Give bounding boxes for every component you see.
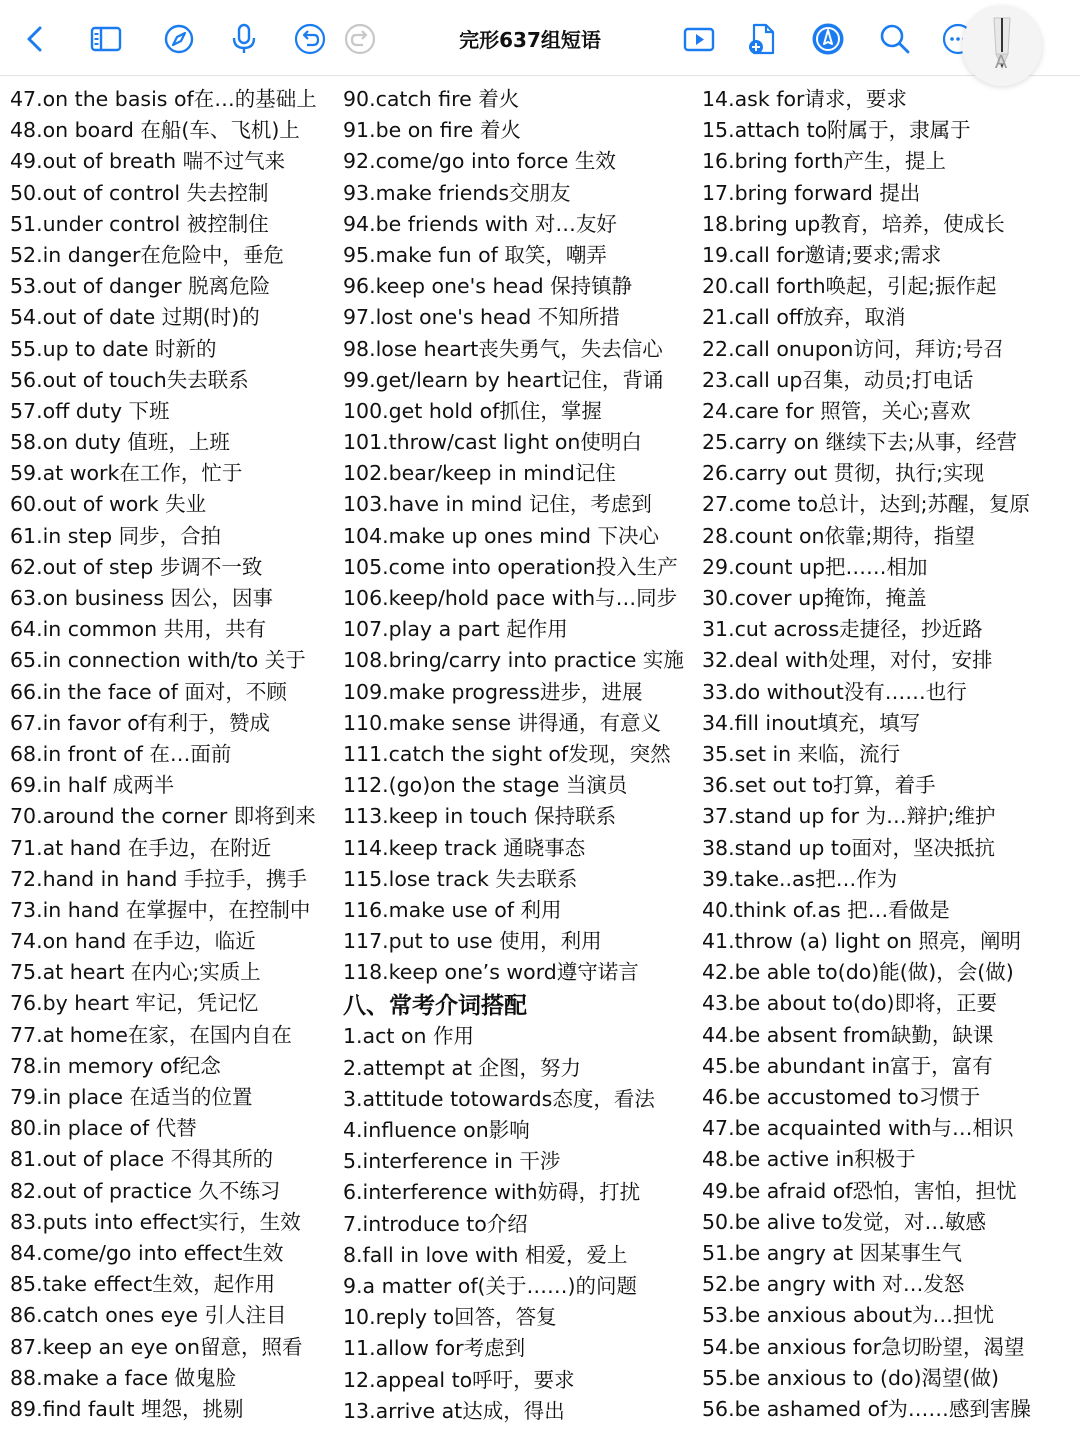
phrase-line: 74.on hand 在手边，临近 [10, 929, 256, 954]
phrase-line: 9.a matter of(关于……)的问题 [343, 1273, 638, 1298]
phrase-line: 54.out of date 过期(时)的 [10, 305, 260, 330]
phrase-line: 57.off duty 下班 [10, 398, 170, 423]
phrase-line: 89.find fault 埋怨，挑剔 [10, 1396, 244, 1421]
undo-icon[interactable] [292, 21, 328, 57]
phrase-line: 103.have in mind 记住，考虑到 [343, 492, 652, 517]
phrase-line: 63.on business 因公，因事 [10, 586, 274, 610]
phrase-line: 90.catch fire 着火 [343, 87, 520, 111]
markup-pen-icon[interactable] [810, 21, 846, 57]
phrase-line: 18.bring up教育，培养，使成长 [702, 211, 1005, 236]
phrase-line: 110.make sense 讲得通，有意义 [343, 710, 662, 735]
phrase-column-1 [10, 84, 335, 1425]
phrase-line: 71.at hand 在手边，在附近 [10, 835, 272, 860]
phrase-line: 98.lose heart丧失勇气，失去信心 [343, 336, 663, 361]
phrase-line: 46.be accustomed to习惯于 [702, 1085, 981, 1109]
phrase-line: 16.bring forth产生，提上 [702, 149, 946, 174]
phrase-line: 56.be ashamed of为……感到害臊 [702, 1396, 1031, 1421]
phrase-line: 108.bring/carry into practice 实施 [343, 648, 684, 673]
phrase-line: 25.carry on 继续下去;从事，经营 [702, 430, 1018, 455]
phrase-line: 55.be anxious to (do)渴望(做) [702, 1365, 999, 1390]
phrase-line: 56.out of touch失去联系 [10, 367, 249, 392]
phrase-line: 26.carry out 贯彻，执行;实现 [702, 461, 985, 486]
phrase-line: 117.put to use 使用，利用 [343, 929, 602, 954]
phrase-line: 114.keep track 通晓事态 [343, 835, 586, 860]
phrase-line: 55.up to date 时新的 [10, 336, 217, 361]
phrase-line: 60.out of work 失业 [10, 492, 207, 517]
phrase-line: 44.be absent from缺勤，缺课 [702, 1022, 994, 1047]
pencil-tool-overlay[interactable] [962, 6, 1042, 86]
phrase-line: 73.in hand 在掌握中，在控制中 [10, 897, 311, 922]
toolbar [0, 0, 1080, 76]
phrase-line: 29.count up把……相加 [702, 554, 928, 579]
phrase-line: 78.in memory of纪念 [10, 1053, 221, 1078]
phrase-line: 92.come/go into force 生效 [343, 149, 616, 174]
phrase-line: 81.out of place 不得其所的 [10, 1147, 274, 1172]
phrase-line: 99.get/learn by heart记住，背诵 [343, 367, 664, 392]
phrase-line: 77.at home在家，在国内自在 [10, 1022, 292, 1047]
phrase-line: 7.introduce to介绍 [343, 1211, 528, 1236]
phrase-line: 118.keep one’s word遵守诺言 [343, 960, 639, 985]
phrase-line: 4.influence on影响 [343, 1118, 530, 1142]
phrase-line: 100.get hold of抓住，掌握 [343, 398, 602, 423]
phrase-line: 58.on duty 值班，上班 [10, 430, 230, 455]
phrase-line: 15.attach to附属于，隶属于 [702, 118, 971, 143]
phrase-line: 24.care for 照管，关心;喜欢 [702, 398, 971, 423]
phrase-line: 86.catch ones eye 引人注目 [10, 1303, 287, 1328]
phrase-line: 75.at heart 在内心;实质上 [10, 960, 261, 985]
phrase-line: 6.interference with妨碍，打扰 [343, 1180, 641, 1205]
phrase-line: 21.call off放弃，取消 [702, 305, 906, 330]
phrase-line: 104.make up ones mind 下决心 [343, 523, 659, 548]
microphone-icon[interactable] [226, 21, 262, 57]
phrase-line: 112.(go)on the stage 当演员 [343, 773, 628, 798]
phrase-line: 65.in connection with/to 关于 [10, 648, 306, 673]
phrase-line: 34.fill inout填充，填写 [702, 710, 921, 735]
phrase-line: 50.out of control 失去控制 [10, 180, 269, 205]
phrase-line: 47.be acquainted with与…相识 [702, 1116, 1014, 1141]
compass-icon[interactable] [161, 21, 197, 57]
phrase-line: 47.on the basis of在…的基础上 [10, 87, 317, 111]
phrase-line: 38.stand up to面对，坚决抵抗 [702, 835, 996, 860]
phrase-line: 3.attitude totowards态度，看法 [343, 1086, 655, 1111]
phrase-line: 76.by heart 牢记，凭记忆 [10, 991, 259, 1016]
phrase-line: 53.out of danger 脱离危险 [10, 274, 271, 299]
phrase-line: 43.be about to(do)即将，正要 [702, 991, 998, 1016]
phrase-line: 67.in favor of有利于，赞成 [10, 710, 270, 735]
phrase-line: 91.be on fire 着火 [343, 118, 521, 143]
phrase-line: 84.come/go into effect生效 [10, 1240, 284, 1265]
phrase-line: 70.around the corner 即将到来 [10, 804, 316, 829]
phrase-line: 48.on board 在船(车、飞机)上 [10, 118, 300, 143]
phrase-line: 111.catch the sight of发现，突然 [343, 741, 671, 766]
phrase-line: 52.in danger在危险中，垂危 [10, 242, 284, 267]
phrase-line: 45.be abundant in富于，富有 [702, 1053, 993, 1078]
phrase-line: 113.keep in touch 保持联系 [343, 804, 617, 829]
phrase-line: 95.make fun of 取笑，嘲弄 [343, 242, 607, 267]
back-chevron-icon[interactable] [18, 21, 54, 57]
phrase-line: 48.be active in积极于 [702, 1147, 916, 1172]
phrase-line: 30.cover up掩饰，掩盖 [702, 586, 927, 610]
phrase-line: 10.reply to回答，答复 [343, 1305, 557, 1330]
phrase-line: 88.make a face 做鬼脸 [10, 1365, 237, 1390]
phrase-column-3 [702, 84, 1072, 1425]
phrase-line: 32.deal with处理，对付，安排 [702, 648, 993, 673]
add-document-icon[interactable] [745, 21, 781, 57]
phrase-line: 115.lose track 失去联系 [343, 866, 578, 891]
phrase-line: 11.allow for考虑到 [343, 1336, 526, 1361]
phrase-line: 28.count on依靠;期待，指望 [702, 523, 975, 548]
phrase-line: 102.bear/keep in mind记住 [343, 461, 616, 486]
phrase-line: 64.in common 共用，共有 [10, 617, 267, 642]
document-page [0, 84, 1080, 1440]
section-heading: 八、常考介词搭配 [343, 993, 527, 1020]
phrase-line: 36.set out to打算，着手 [702, 773, 936, 798]
phrase-line: 66.in the face of 面对，不顾 [10, 679, 287, 704]
phrase-column-2 [343, 84, 695, 1427]
phrase-line: 39.take..as把…作为 [702, 866, 898, 891]
phrase-line: 14.ask for请求，要求 [702, 87, 907, 111]
phrase-line: 41.throw (a) light on 照亮，阐明 [702, 929, 1022, 954]
phrase-line: 49.be afraid of恐怕，害怕，担忧 [702, 1178, 1017, 1203]
phrase-line: 79.in place 在适当的位置 [10, 1085, 253, 1109]
phrase-line: 62.out of step 步调不一致 [10, 554, 263, 579]
phrase-line: 37.stand up for 为…辩护;维护 [702, 804, 996, 829]
phrase-line: 97.lost one's head 不知所措 [343, 305, 620, 330]
phrase-line: 20.call forth唤起，引起;振作起 [702, 274, 997, 299]
phrase-line: 23.call up召集，动员;打电话 [702, 367, 974, 392]
sidebar-icon[interactable] [88, 21, 124, 57]
redo-icon[interactable] [342, 21, 378, 57]
search-icon[interactable] [877, 21, 913, 57]
phrase-line: 85.take effect生效，起作用 [10, 1272, 276, 1297]
phrase-line: 105.come into operation投入生产 [343, 554, 678, 579]
phrase-line: 22.call onupon访问，拜访;号召 [702, 336, 1004, 361]
phrase-line: 61.in step 同步，合拍 [10, 523, 222, 548]
phrase-line: 33.do without没有……也行 [702, 679, 967, 704]
phrase-line: 80.in place of 代替 [10, 1116, 197, 1141]
phrase-line: 51.under control 被控制住 [10, 211, 269, 236]
phrase-line: 94.be friends with 对…友好 [343, 211, 617, 236]
phrase-line: 51.be angry at 因某事生气 [702, 1240, 963, 1265]
phrase-line: 106.keep/hold pace with与…同步 [343, 586, 678, 610]
phrase-line: 101.throw/cast light on使明白 [343, 430, 642, 455]
phrase-line: 54.be anxious for急切盼望，渴望 [702, 1334, 1025, 1359]
present-icon[interactable] [681, 21, 717, 57]
phrase-line: 109.make progress进步，进展 [343, 679, 643, 704]
phrase-line: 59.at work在工作，忙于 [10, 461, 243, 486]
phrase-line: 5.interference in 干涉 [343, 1149, 561, 1174]
phrase-line: 72.hand in hand 手拉手，携手 [10, 866, 307, 891]
document-title: 完形637组短语 [459, 28, 601, 52]
phrase-line: 50.be alive to发觉，对…敏感 [702, 1209, 987, 1234]
phrase-line: 52.be angry with 对…发怒 [702, 1272, 965, 1297]
phrase-line: 87.keep an eye on留意，照看 [10, 1334, 303, 1359]
phrase-line: 17.bring forward 提出 [702, 180, 921, 205]
phrase-line: 27.come to总计，达到;苏醒，复原 [702, 492, 1030, 517]
phrase-line: 40.think of.as 把…看做是 [702, 897, 950, 922]
phrase-line: 13.arrive at达成，得出 [343, 1398, 565, 1423]
phrase-line: 1.act on 作用 [343, 1024, 474, 1049]
pencil-letter: A [994, 52, 1008, 73]
phrase-line: 2.attempt at 企图，努力 [343, 1055, 581, 1080]
phrase-line: 53.be anxious about为…担忧 [702, 1303, 995, 1328]
phrase-line: 82.out of practice 久不练习 [10, 1178, 281, 1203]
phrase-line: 107.play a part 起作用 [343, 617, 568, 642]
phrase-line: 12.appeal to呼吁，要求 [343, 1367, 575, 1392]
phrase-line: 68.in front of 在…面前 [10, 741, 232, 766]
phrase-line: 19.call for邀请;要求;需求 [702, 242, 942, 267]
phrase-line: 96.keep one's head 保持镇静 [343, 274, 633, 299]
phrase-line: 93.make friends交朋友 [343, 180, 571, 205]
phrase-line: 8.fall in love with 相爱，爱上 [343, 1242, 628, 1267]
phrase-line: 116.make use of 利用 [343, 897, 562, 922]
phrase-line: 49.out of breath 喘不过气来 [10, 149, 286, 174]
phrase-line: 42.be able to(do)能(做)，会(做) [702, 960, 1014, 985]
phrase-line: 69.in half 成两半 [10, 773, 175, 798]
phrase-line: 31.cut across走捷径，抄近路 [702, 617, 983, 642]
phrase-line: 35.set in 来临，流行 [702, 741, 901, 766]
phrase-line: 83.puts into effect实行，生效 [10, 1209, 301, 1234]
